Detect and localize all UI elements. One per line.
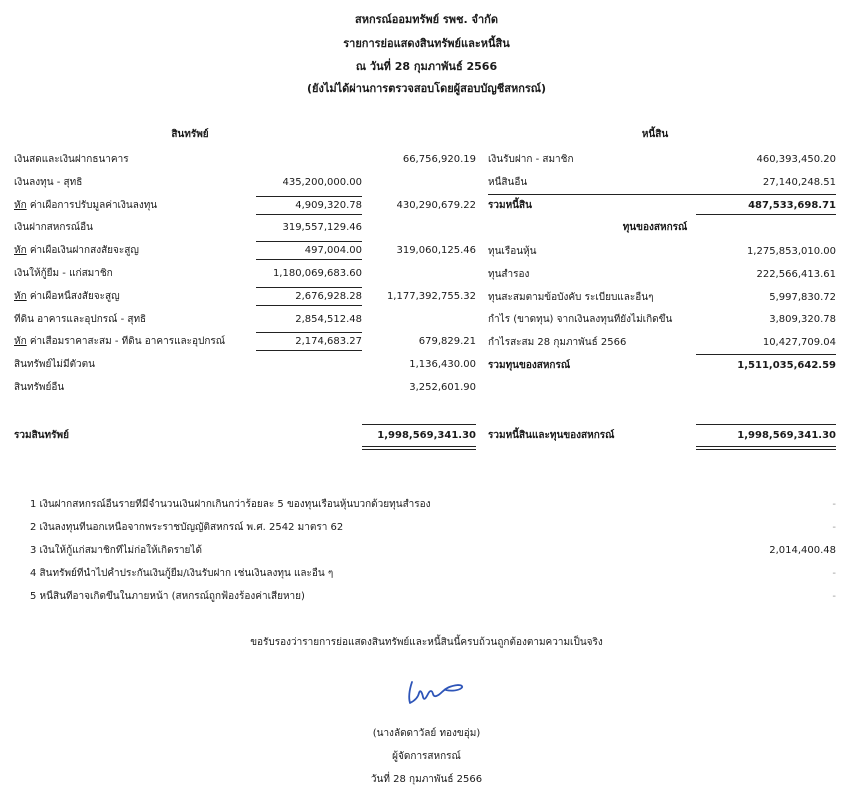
grand-total-rule	[696, 424, 836, 425]
deduction-underline	[256, 350, 362, 351]
equity-row-label: ทุนสะสมตามข้อบังคับ ระเบียบและอื่นๆ	[488, 292, 654, 303]
deduction-rule	[256, 241, 362, 242]
liability-row-value: 460,393,450.20	[756, 154, 836, 165]
deduct-prefix: หัก	[14, 200, 27, 211]
asset-row-text: สินทรัพย์อื่น	[14, 382, 65, 393]
equity-heading: ทุนของสหกรณ์	[622, 222, 688, 233]
audit-note: (ยังไม่ได้ผ่านการตรวจสอบโดยผู้สอบบัญชีสหกรณ์)	[307, 82, 546, 95]
equity-row-label: กำไร (ขาดทุน) จากเงินลงทุนที่ยังไม่เกิดขึ้น	[488, 314, 673, 325]
asset-row-label	[14, 244, 264, 258]
deduction-rule	[256, 287, 362, 288]
asset-row-label	[14, 313, 264, 327]
asset-row-amount: 2,854,512.48	[295, 314, 362, 325]
equity-total-rule	[696, 354, 836, 355]
grand-total-label: รวมหนี้สินและทุนของสหกรณ์	[488, 430, 615, 441]
asset-row-label	[14, 381, 264, 395]
assets-total-double-underline	[362, 446, 476, 450]
signer-position: ผู้จัดการสหกรณ์	[392, 751, 461, 762]
assets-heading: สินทรัพย์	[171, 129, 209, 140]
note-value: -	[832, 591, 836, 602]
asset-row-text: เงินสดและเงินฝากธนาคาร	[14, 154, 129, 165]
asset-row-text: ที่ดิน อาคารและอุปกรณ์ - สุทธิ	[14, 314, 147, 325]
asset-row-text: ค่าเผื่อหนี้สงสัยจะสูญ	[26, 291, 120, 302]
asset-row-amount: 4,909,320.78	[295, 200, 362, 211]
asset-row-label	[14, 358, 264, 372]
signer-date: วันที่ 28 กุมภาพันธ์ 2566	[370, 774, 483, 785]
asset-row-label	[14, 153, 264, 167]
asset-row-amount: 1,180,069,683.60	[272, 268, 362, 279]
asset-row-text: เงินให้กู้ยืม - แก่สมาชิก	[14, 268, 113, 279]
asset-row-text: ค่าเผื่อเงินฝากสงสัยจะสูญ	[26, 245, 139, 256]
note-item: 1 เงินฝากสหกรณ์อื่นรายที่มีจำนวนเงินฝากเกินกว่าร้อยละ 5 ของทุนเรือนหุ้นบวกด้วยทุนสำรอง	[30, 499, 431, 510]
asset-row-label	[14, 176, 264, 190]
assets-total-label: รวมสินทรัพย์	[14, 430, 69, 441]
note-value: -	[832, 568, 836, 579]
note-value: -	[832, 499, 836, 510]
asset-row-net: 1,177,392,755.32	[386, 291, 476, 302]
asset-row-amount: 435,200,000.00	[282, 177, 362, 188]
asset-row-amount: 2,676,928.28	[295, 291, 362, 302]
asset-row-net: 66,756,920.19	[402, 154, 476, 165]
deduction-underline	[256, 214, 362, 215]
deduction-underline	[256, 305, 362, 306]
signature	[402, 676, 474, 708]
liabilities-heading: หนี้สิน	[641, 129, 669, 140]
grand-total-value: 1,998,569,341.30	[737, 430, 836, 441]
liability-row-label: หนี้สินอื่น	[488, 177, 528, 188]
asset-row-net: 1,136,430.00	[409, 359, 476, 370]
note-item: 2 เงินลงทุนที่นอกเหนือจากพระราชบัญญัติสหกรณ์ พ.ศ. 2542 มาตรา 62	[30, 522, 344, 533]
liabilities-total-rule	[488, 194, 836, 195]
liabilities-total-label: รวมหนี้สิน	[488, 200, 532, 211]
assets-total-rule	[362, 424, 476, 425]
liability-row-value: 27,140,248.51	[762, 177, 836, 188]
certification-text: ขอรับรองว่ารายการย่อแสดงสินทรัพย์และหนี้สินนี้ครบถ้วนถูกต้องตามความเป็นจริง	[250, 637, 603, 648]
asset-row-text: สินทรัพย์ไม่มีตัวตน	[14, 359, 96, 370]
signer-name: (นางลัดดาวัลย์ ทองขอุ่ม)	[372, 728, 481, 739]
liabilities-total-underline	[696, 214, 836, 215]
liability-row-label: เงินรับฝาก - สมาชิก	[488, 154, 574, 165]
equity-total-label: รวมทุนของสหกรณ์	[488, 360, 571, 371]
deduct-prefix: หัก	[14, 245, 27, 256]
equity-row-label: กำไรสะสม 28 กุมภาพันธ์ 2566	[488, 337, 627, 348]
asset-row-net: 679,829.21	[418, 336, 476, 347]
report-date: ณ วันที่ 28 กุมภาพันธ์ 2566	[355, 60, 498, 73]
equity-total-value: 1,511,035,642.59	[737, 360, 836, 371]
asset-row-net: 319,060,125.46	[396, 245, 476, 256]
equity-row-value: 1,275,853,010.00	[746, 246, 836, 257]
report-title: รายการย่อแสดงสินทรัพย์และหนี้สิน	[343, 37, 510, 50]
asset-row-label	[14, 199, 264, 213]
asset-row-text: ค่าเสื่อมราคาสะสม - ที่ดิน อาคารและอุปกรณ์	[26, 336, 226, 347]
note-item: 3 เงินให้กู้แก่สมาชิกที่ไม่ก่อให้เกิดรายได้	[30, 545, 202, 556]
asset-row-amount: 2,174,683.27	[295, 336, 362, 347]
equity-row-label: ทุนเรือนหุ้น	[488, 246, 537, 257]
asset-row-label	[14, 267, 264, 281]
equity-row-value: 222,566,413.61	[756, 269, 836, 280]
deduction-underline	[256, 259, 362, 260]
equity-row-value: 10,427,709.04	[762, 337, 836, 348]
note-value: 2,014,400.48	[769, 545, 836, 556]
asset-row-amount: 319,557,129.46	[282, 222, 362, 233]
org-name: สหกรณ์ออมทรัพย์ รพช. จำกัด	[355, 13, 498, 26]
asset-row-text: ค่าเผื่อการปรับมูลค่าเงินลงทุน	[26, 200, 158, 211]
grand-total-double-underline	[696, 446, 836, 450]
note-item: 5 หนี้สินที่อาจเกิดขึ้นในภายหน้า (สหกรณ์ถูกฟ้องร้องค่าเสียหาย)	[30, 591, 305, 602]
deduct-prefix: หัก	[14, 336, 27, 347]
asset-row-label	[14, 335, 264, 349]
equity-row-value: 5,997,830.72	[769, 292, 836, 303]
deduct-prefix: หัก	[14, 291, 27, 302]
liabilities-total-value: 487,533,698.71	[748, 200, 836, 211]
asset-row-text: เงินฝากสหกรณ์อื่น	[14, 222, 93, 233]
assets-total-value: 1,998,569,341.30	[377, 430, 476, 441]
asset-row-amount: 497,004.00	[304, 245, 362, 256]
equity-row-label: ทุนสำรอง	[488, 269, 530, 280]
asset-row-net: 430,290,679.22	[396, 200, 476, 211]
deduction-rule	[256, 332, 362, 333]
asset-row-label	[14, 221, 264, 235]
note-value: -	[832, 522, 836, 533]
asset-row-net: 3,252,601.90	[409, 382, 476, 393]
asset-row-label	[14, 290, 264, 304]
asset-row-text: เงินลงทุน - สุทธิ	[14, 177, 83, 188]
equity-row-value: 3,809,320.78	[769, 314, 836, 325]
deduction-rule	[256, 196, 362, 197]
note-item: 4 สินทรัพย์ที่นำไปค้ำประกันเงินกู้ยืม/เงินรับฝาก เช่นเงินลงทุน และอื่น ๆ	[30, 568, 334, 579]
